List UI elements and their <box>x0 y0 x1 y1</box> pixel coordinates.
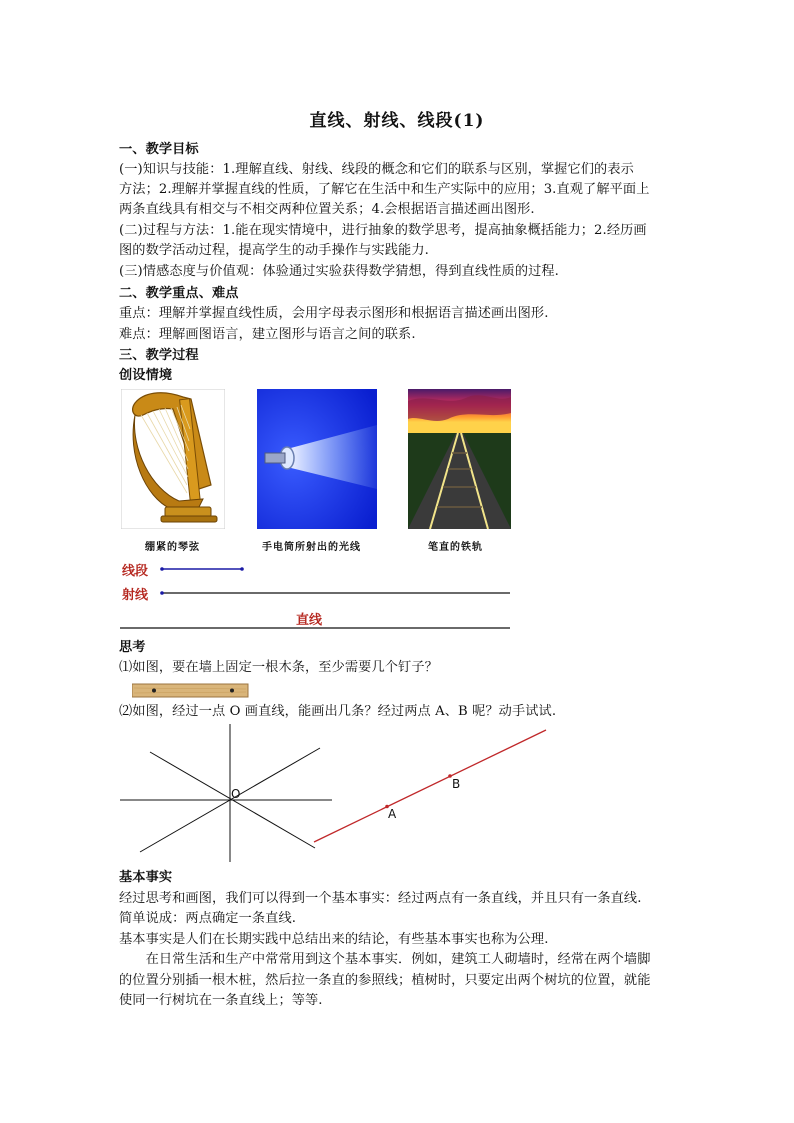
fact-line: 经过思考和画图，我们可以得到一个基本事实：经过两点有一条直线，并且只有一条直线. <box>119 891 642 906</box>
ray-endpoint <box>160 591 164 595</box>
line-through-two-points-diagram <box>310 726 550 846</box>
think-question-1: ⑴如图，要在墙上固定一根木条，至少需要几个钉子？ <box>119 660 438 675</box>
wood-strip-image <box>132 682 250 700</box>
goals-line: 方法；2.理解并掌握直线的性质，了解它在生活中和生产实际中的应用；3.直观了解平面上 <box>119 182 650 197</box>
focus-line: 重点：理解并掌握直线性质，会用字母表示图形和根据语言描述画出图形. <box>119 306 549 321</box>
point-a-label: A <box>388 807 397 821</box>
fact-line: 使同一行树坑在一条直线上；等等. <box>119 993 323 1008</box>
fact-heading: 基本事实 <box>119 870 173 885</box>
focus-heading: 二、教学重点、难点 <box>119 286 239 301</box>
segment-label: 线段 <box>122 564 149 579</box>
goals-line: (三)情感态度与价值观：体验通过实验获得数学猜想，得到直线性质的过程. <box>119 264 559 279</box>
point-b-label: B <box>452 777 461 791</box>
focus-line: 难点：理解画图语言，建立图形与语言之间的联系. <box>119 327 416 342</box>
flashlight-caption: 手电筒所射出的光线 <box>262 542 361 553</box>
fact-line: 基本事实是人们在长期实践中总结出来的结论，有些基本事实也称为公理. <box>119 932 549 947</box>
think-question-2: ⑵如图，经过一点 O 画直线，能画出几条？经过两点 A、B 呢？动手试试. <box>119 704 557 719</box>
railway-image <box>408 389 511 529</box>
line-label: 直线 <box>296 613 323 628</box>
line-types-diagram <box>120 560 520 632</box>
segment-endpoint <box>240 567 244 571</box>
fact-line: 简单说成：两点确定一条直线. <box>119 911 297 926</box>
point-o-label: O <box>231 787 241 801</box>
goals-line: 两条直线具有相交与不相交两种位置关系；4.会根据语言描述画出图形. <box>119 202 535 217</box>
line-ab <box>314 730 546 842</box>
goals-line: (二)过程与方法：1.能在现实情境中，进行抽象的数学思考，提高抽象概括能力；2.经历画 <box>119 223 647 238</box>
page-title: 直线、射线、线段(1) <box>309 111 485 131</box>
harp-caption: 绷紧的琴弦 <box>145 542 200 553</box>
harp-image <box>121 389 225 529</box>
goals-line: (一)知识与技能：1.理解直线、射线、线段的概念和它们的联系与区别，掌握它们的表示 <box>119 162 634 177</box>
process-heading: 三、教学过程 <box>119 348 199 363</box>
lines-through-point-diagram <box>120 724 340 864</box>
nail-icon <box>230 689 234 693</box>
fact-line: 的位置分别插一根木桩，然后拉一条直的参照线；植树时，只要定出两个树坑的位置，就能 <box>119 973 651 988</box>
railway-caption: 笔直的铁轨 <box>428 542 483 553</box>
ray-label: 射线 <box>122 588 149 603</box>
think-heading: 思考 <box>119 640 146 655</box>
fact-line: 在日常生活和生产中常常用到这个基本事实．例如，建筑工人砌墙时，经常在两个墙脚 <box>119 952 651 967</box>
segment-endpoint <box>160 567 164 571</box>
goals-heading: 一、教学目标 <box>119 142 199 157</box>
flashlight-image <box>257 389 377 529</box>
scenario-heading: 创设情境 <box>119 368 173 383</box>
goals-line: 图的数学活动过程，提高学生的动手操作与实践能力. <box>119 243 429 258</box>
nail-icon <box>152 689 156 693</box>
